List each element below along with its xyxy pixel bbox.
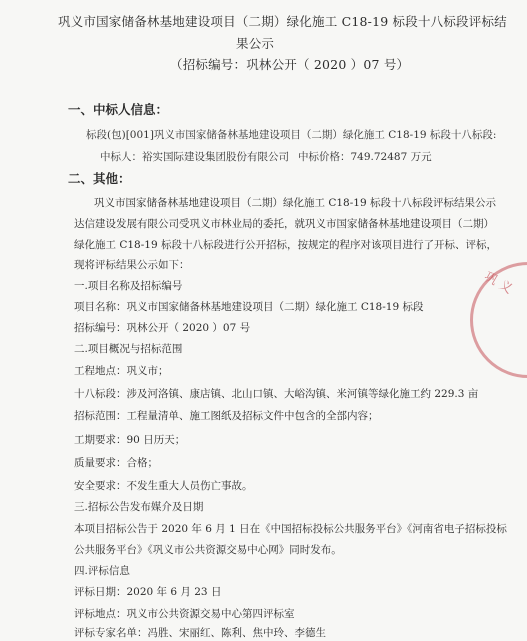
quality-label: 质量要求： [74,457,127,469]
media-line-2: 公共服务平台》《巩义市公共资源交易中心网》同时发布。 [74,544,342,556]
document-title-line2: 果公示 [236,36,275,51]
scope-row [74,410,379,423]
eval-place: 巩义市公共资源交易中心第四评标室 [126,608,295,620]
project-name: 巩义市国家储备林基地建设项目（二期）绿化施工 C18-19 标段 [126,301,424,313]
quality: 合格； [126,457,158,469]
winner-name: 裕实国际建设集团股份有限公司 [142,151,289,163]
para-line-1: 巩义市国家储备林基地建设项目（二期）绿化施工 C18-19 标段十八标段评标结果公示 [94,197,496,209]
eval-date: 2020 年 6 月 23 日 [126,586,222,598]
experts-label: 评标专家名单： [74,627,148,639]
site: 巩义市； [126,365,169,377]
price-label: 中标价格： [298,151,351,163]
bid-number-title: （招标编号：巩林公开（ 2020 ）07 号） [170,57,410,72]
site-label: 工程地点： [74,365,127,377]
safety: 不发生重大人员伤亡事故。 [126,480,253,492]
safety-label: 安全要求： [74,480,127,492]
period-row [74,434,185,447]
period: 90 日历天； [126,434,186,446]
eval-date-label: 评标日期： [74,586,127,598]
para-line-3: 绿化施工 C18-19 标段十八标段进行公开招标，按规定的程序对该项目进行了开标、评标， [74,239,497,251]
bid-no: 巩林公开（ 2020 ）07 号 [126,322,251,334]
sub-heading-4: 四.评标信息 [74,565,130,577]
lot18-row [74,388,478,401]
price-value: 749.72487 万元 [350,151,432,163]
project-name-label: 项目名称： [74,301,127,313]
quality-row [74,457,158,470]
winner-row [100,151,289,164]
eval-place-row [74,608,295,621]
section2-heading: 二、其他： [68,171,131,186]
scope-label: 招标范围： [74,410,127,422]
price-row [298,151,432,164]
sub-heading-3: 三.招标公告发布媒介及日期 [74,501,204,513]
lot18-label: 十八标段： [74,388,127,400]
section1-heading: 一、中标人信息： [68,102,169,117]
winner-label: 中标人： [100,151,142,163]
sub-heading-2: 二.项目概况与招标范围 [74,343,183,355]
project-name-row [74,301,423,314]
safety-row [74,480,253,493]
eval-date-row [74,586,221,599]
experts: 冯胜、宋丽红、陈利、焦中玲、李德生 [147,627,326,639]
scope: 工程量清单、施工图纸及招标文件中包含的全部内容； [126,410,379,422]
period-label: 工期要求： [74,434,127,446]
sub-heading-1: 一.项目名称及招标编号 [74,280,183,292]
bid-no-row [74,322,250,335]
site-row [74,365,169,378]
experts-row [74,627,326,640]
lot-line: 标段(包)[001]巩义市国家储备林基地建设项目（二期）绿化施工 C18-19 标段十八标段: [86,129,497,141]
bid-no-label: 招标编号： [74,322,127,334]
para-line-4: 现将评标结果公示如下： [74,259,190,271]
para-line-2: 达信建设发展有限公司受巩义市林业局的委托，就巩义市国家储备林基地建设项目（二期） [74,218,494,230]
eval-place-label: 评标地点： [74,608,127,620]
media-line-1: 本项目招标公告于 2020 年 6 月 1 日在《中国招标投标公共服务平台》《河南省电子招标投标 [74,523,507,535]
official-seal-text: 巩 义 [481,269,515,298]
document-title-line1: 巩义市国家储备林基地建设项目（二期）绿化施工 C18-19 标段十八标段评标结 [58,14,507,29]
lot18: 涉及河洛镇、康店镇、北山口镇、大峪沟镇、米河镇等绿化施工约 229.3 亩 [126,388,479,400]
